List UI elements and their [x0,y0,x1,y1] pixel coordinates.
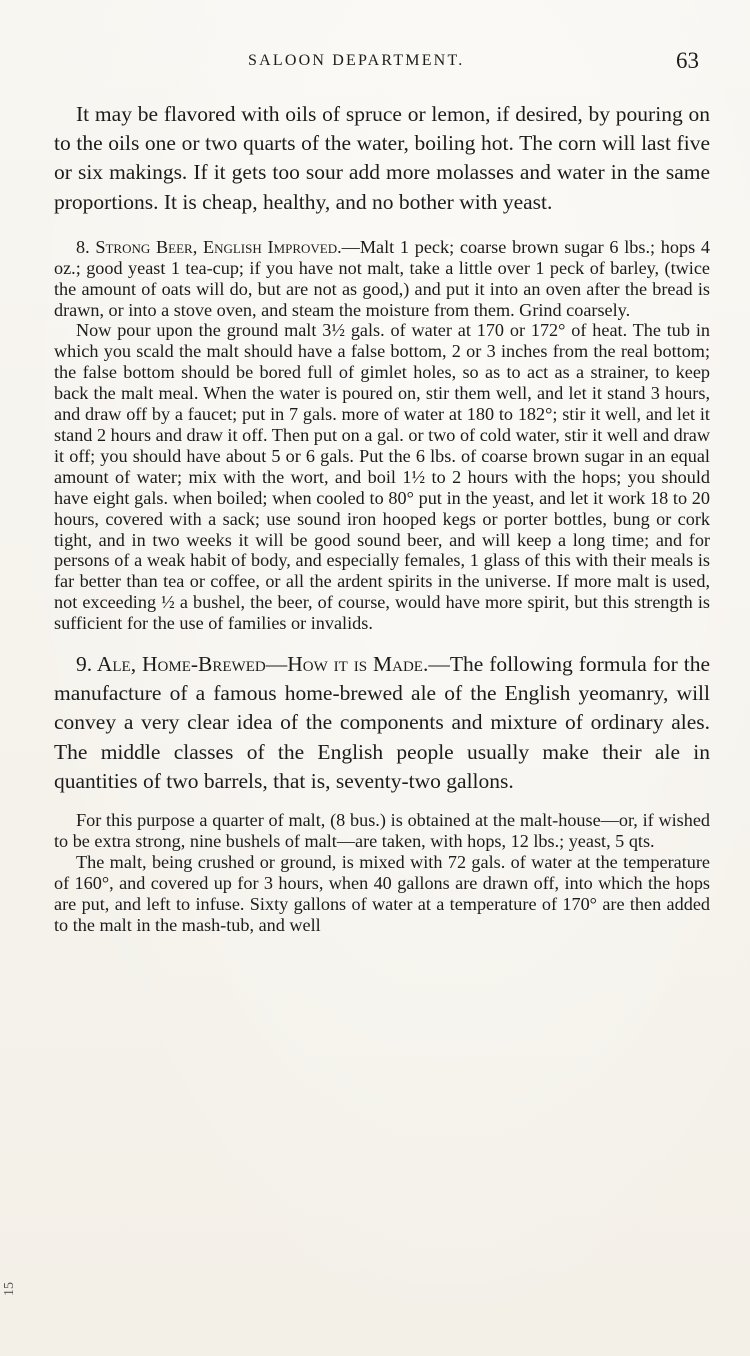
paragraph-ale-method: The malt, being crushed or ground, is mixed with 72 gals. of water at the temperature of 160°, and covered up for 3 hours, when 40 gallons are drawn off, into which the hops are put, and left to infuse. Sixty gallons of water at a temperature of 170° are then added to the malt in the mash-tub, and well [54,851,710,935]
recipe-heading-ale: 9. Ale, Home-Brewed—How it is Made. [76,652,429,677]
paragraph-flavoring: It may be flavored with oils of spruce or lemon, if desired, by pouring on to the oils one or two quarts of the water, boiling hot. The corn will last five or six makings. If it gets too sour add more molasses and water in the same proportions. It is cheap, healthy, and no bother with yeast. [54,102,710,214]
running-head: SALOON DEPARTMENT. [248,52,465,69]
paragraph-ale-quantities: For this purpose a quarter of malt, (8 bus.) is obtained at the malt-house—or, if wished to be extra strong, nine bushels of malt—are taken, with hops, 12 lbs.; yeast, 5 qts. [54,810,710,851]
recipe-text-ale: —The following formula for the manufacture of a famous home-brewed ale of the English yeomanry, will convey a very clear idea of the components and mixture of ordinary ales. The middle classes of the English people usually make their ale in quantities of two barrels, that is, seventy-two gallons. [54,652,710,793]
body-text [54,100,710,935]
page-header [0,48,750,78]
recipe-ale [54,650,710,796]
margin-mark: 15 [2,1282,17,1296]
recipe-text-strong-beer: —Malt 1 peck; coarse brown sugar 6 lbs.; hops 4 oz.; good yeast 1 tea-cup; if you have not malt, take a little over 1 peck of barley, (twice the amount of oats will do, but are not as good,) and put it into an oven after the bread is drawn, or into a stove oven, and steam the moisture from them. Grind coarsely. [54,236,710,320]
recipe-strong-beer [54,237,710,321]
paragraph-strong-beer-method: Now pour upon the ground malt 3½ gals. of water at 170 or 172° of heat. The tub in which you scald the malt should have a false bottom, 2 or 3 inches from the real bottom; the false bottom should be bored full of gimlet holes, so as to act as a strainer, to keep back the malt meal. When the water is poured on, stir them well, and let it stand 3 hours, and draw off by a faucet; put in 7 gals. more of water at 180 to 182°; stir it well, and let it stand 2 hours and draw it off. Then put on a gal. or two of cold water, stir it well and draw it off; you should have about 5 or 6 gals. Put the 6 lbs. of coarse brown sugar in an equal amount of water; mix with the wort, and boil 1½ to 2 hours with the hops; you should have eight gals. when boiled; when cooled to 80° put in the yeast, and let it work 18 to 20 hours, covered with a sack; use sound iron hooped kegs or porter bottles, bung or cork tight, and in two weeks it will be good sound beer, and will keep a long time; and for persons of a weak habit of body, and especially females, 1 glass of this with their meals is far better than tea or coffee, or all the ardent spirits in the universe. If more malt is used, not exceeding ½ a bushel, the beer, of course, would have more spirit, but this strength is sufficient for the use of families or invalids. [54,320,710,634]
recipe-heading-strong-beer: 8. Strong Beer, English Improved. [76,236,342,257]
page-number: 63 [676,48,699,73]
